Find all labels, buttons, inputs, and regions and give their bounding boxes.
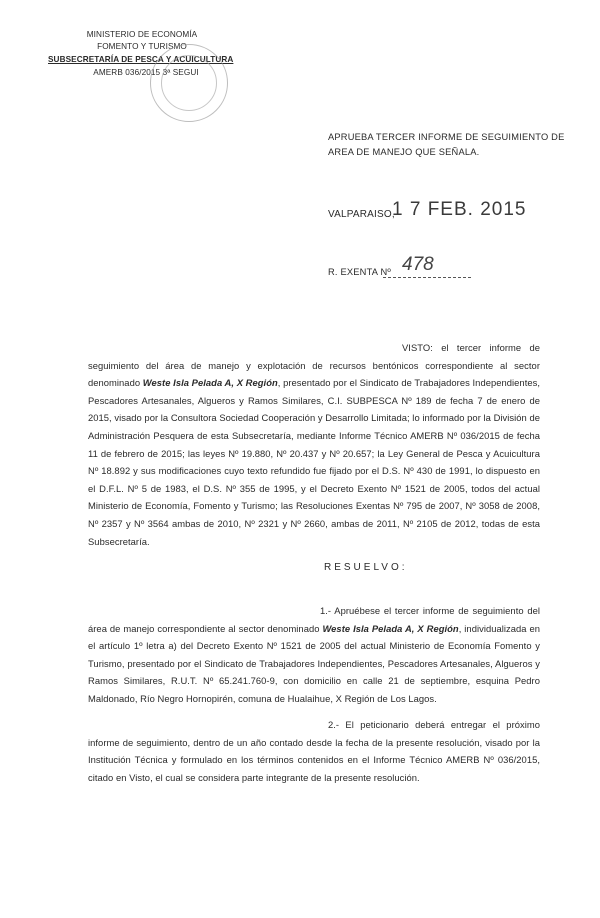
date-value: 1 7 FEB. 2015 bbox=[392, 199, 527, 220]
subject-line-1: APRUEBA TERCER INFORME DE SEGUIMIENTO DE bbox=[328, 132, 565, 142]
item-2-lead: 2.- El peticionario deberá entregar el próximo bbox=[328, 719, 540, 730]
header-subsecretaria: SUBSECRETARÍA DE PESCA Y ACUICULTURA bbox=[48, 55, 234, 64]
header-ministry: MINISTERIO DE ECONOMÍA bbox=[86, 30, 198, 39]
item-2-rest: informe de seguimiento, dentro de un año contado desde la fecha de la presente resolución, visado por la Institución Técnica y formulado en los términos contenidos en el Informe Técnico AMERB Nº 036/2015, citado en Visto, el cual se considera parte integrante de la presente resolución. bbox=[88, 736, 540, 783]
header-amerb-ref: AMERB 036/2015 3ª SEGUI bbox=[93, 68, 199, 77]
header-fomento: FOMENTO Y TURISMO bbox=[97, 42, 187, 51]
visto-lead: VISTO: bbox=[402, 342, 433, 353]
visto-text-2: , presentado por el Sindicato de Trabajadores Independientes, Pescadores Artesanales, Algueros y Ramos Similares, C.I. SUBPESCA Nº 189 de fecha 7 de enero de 2015, visado por la Consultora Sociedad Cooperación y Desarrollo Limitada; lo informado por la División de Administración Pesquera de esta Subsecretaría, mediante Informe Técnico AMERB Nº 036/2015 de fecha 11 de febrero de 2015; las leyes Nº 19.880, Nº 20.437 y Nº 20.657; la Ley General de Pesca y Acuicultura Nº 18.892 y sus modificaciones cuyo texto refundido fue fijado por el D.S. Nº 430 de 1991, lo dispuesto en el D.F.L. Nº 5 de 1983, el D.S. Nº 355 de 1995, y el Decreto Exento Nº 1521 de 2005, todos del actual Ministerio de Economía, Fomento y Turismo; las Resoluciones Exentas Nº 795 de 2007, Nº 3058 de 2008, Nº 2357 y Nº 3564 ambas de 2010, Nº 2321 y Nº 2660, ambas de 2011, Nº 2105 de 2012, todas de esta Subsecretaría. bbox=[88, 377, 541, 547]
item-2-paragraph bbox=[88, 716, 540, 786]
item-1-lead: 1.- Apruébese el tercer informe de seguimiento del área de manejo correspondiente al sector denominado bbox=[88, 605, 540, 634]
resolution-number: 478 bbox=[402, 254, 434, 275]
item-1-rest: , individualizada en el artículo 1º letra a) del Decreto Exento Nº 1521 de 2005 del actual Ministerio de Economía Fomento y Turismo, presentado por el Sindicato de Trabajadores Independientes, Pescadores Artesanales, Algueros y Ramos Similares, R.U.T. Nº 65.241.760-9, con domicilio en calle 21 de septiembre, esquina Pedro Maldonado, Río Negro Hornopirén, comuna de Hualaihue, X Región de Los Lagos. bbox=[88, 622, 541, 704]
subject-line-2: AREA DE MANEJO QUE SEÑALA. bbox=[328, 147, 480, 157]
resolution-label: R. EXENTA Nº bbox=[328, 267, 391, 277]
visto-sector: Weste Isla Pelada A, X Región bbox=[142, 377, 278, 389]
visto-text-1: el tercer informe de seguimiento del área de manejo y explotación de recursos bentónicos correspondiente al sector denominado bbox=[88, 342, 540, 389]
office-seal-stamp bbox=[150, 44, 228, 122]
visto-paragraph bbox=[88, 339, 540, 550]
subject bbox=[328, 130, 578, 160]
item-1-sector: Weste Isla Pelada A, X Región bbox=[322, 622, 459, 634]
date-label: VALPARAISO, bbox=[328, 209, 395, 220]
resuelvo-heading: RESUELVO: bbox=[324, 562, 408, 573]
item-1-paragraph bbox=[88, 602, 540, 708]
